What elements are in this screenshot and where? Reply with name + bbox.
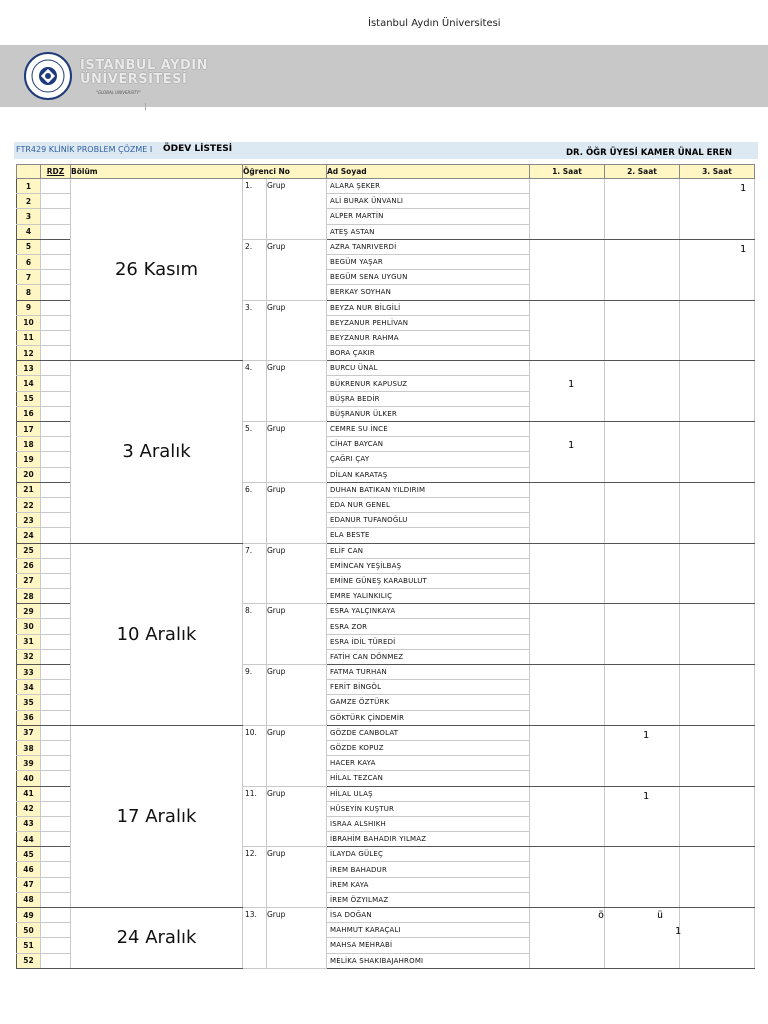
row-number: 16 [17, 406, 41, 421]
row-number: 38 [17, 740, 41, 755]
group-label: Grup [267, 422, 327, 483]
rdz-cell [41, 847, 71, 862]
row-number: 26 [17, 558, 41, 573]
table-row [17, 908, 755, 923]
group-label: Grup [267, 482, 327, 543]
row-number: 23 [17, 513, 41, 528]
hour-slot-s2 [605, 300, 680, 361]
rdz-cell [41, 497, 71, 512]
hour-slot-s2 [605, 908, 680, 969]
hour-slot-s1 [530, 847, 605, 908]
col-header-ad-soyad: Ad Soyad [327, 165, 530, 179]
hour-slot-s3 [680, 786, 755, 847]
hour-slot-s1 [530, 908, 605, 969]
rdz-cell [41, 619, 71, 634]
hour-slot-s1 [530, 543, 605, 604]
row-number: 13 [17, 361, 41, 376]
rdz-cell [41, 194, 71, 209]
rdz-cell [41, 923, 71, 938]
student-name: HÜSEYİN KUŞTUR [327, 801, 530, 816]
row-number: 28 [17, 589, 41, 604]
row-number: 5 [17, 239, 41, 254]
rdz-cell [41, 816, 71, 831]
student-name: İSA DOĞAN [327, 908, 530, 923]
student-name: BÜKRENUR KAPUSUZ [327, 376, 530, 391]
logo-line-2: ÜNİVERSİTESİ [80, 72, 188, 87]
university-seal-icon [24, 52, 72, 100]
row-number: 3 [17, 209, 41, 224]
row-number: 10 [17, 315, 41, 330]
rdz-cell [41, 254, 71, 269]
session-date: 3 Aralık [71, 361, 243, 543]
row-number: 32 [17, 649, 41, 664]
rdz-cell [41, 528, 71, 543]
attendance-mark: 1 [740, 243, 747, 255]
table-row [17, 725, 755, 740]
col-header-ogrenci-no: Öğrenci No [243, 165, 327, 179]
rdz-cell [41, 239, 71, 254]
group-number: 5. [243, 422, 267, 483]
rdz-cell [41, 649, 71, 664]
student-name: CİHAT BAYCAN [327, 437, 530, 452]
student-name: BERKAY SOYHAN [327, 285, 530, 300]
rdz-cell [41, 315, 71, 330]
rdz-cell [41, 376, 71, 391]
row-number: 6 [17, 254, 41, 269]
row-number: 39 [17, 756, 41, 771]
hour-slot-s1 [530, 604, 605, 665]
row-number: 17 [17, 422, 41, 437]
hour-slot-s1 [530, 179, 605, 240]
rdz-cell [41, 665, 71, 680]
rdz-cell [41, 467, 71, 482]
row-number: 48 [17, 892, 41, 907]
hour-slot-s3 [680, 361, 755, 422]
hour-slot-s2 [605, 604, 680, 665]
student-name: EDA NUR GENEL [327, 497, 530, 512]
student-name: HACER KAYA [327, 756, 530, 771]
student-name: AZRA TANRIVERDİ [327, 239, 530, 254]
rdz-cell [41, 270, 71, 285]
row-number: 25 [17, 543, 41, 558]
rdz-cell [41, 771, 71, 786]
rdz-cell [41, 786, 71, 801]
rdz-cell [41, 892, 71, 907]
rdz-cell [41, 224, 71, 239]
student-name: ALİ BURAK ÜNVANLI [327, 194, 530, 209]
rdz-cell [41, 801, 71, 816]
hour-slot-s2 [605, 543, 680, 604]
assignment-table [16, 164, 755, 969]
hour-slot-s3 [680, 482, 755, 543]
hour-slot-s2 [605, 422, 680, 483]
row-number: 20 [17, 467, 41, 482]
student-name: BÜŞRANUR ÜLKER [327, 406, 530, 421]
col-header-saat-2: 2. Saat [605, 165, 680, 179]
group-label: Grup [267, 543, 327, 604]
rdz-cell [41, 391, 71, 406]
hour-slot-s1 [530, 665, 605, 726]
row-number: 9 [17, 300, 41, 315]
hour-slot-s3 [680, 604, 755, 665]
attendance-mark: 1 [675, 926, 682, 937]
student-name: EMİNE GÜNEŞ KARABULUT [327, 573, 530, 588]
student-name: DUHAN BATIKAN YILDIRIM [327, 482, 530, 497]
student-name: BÜŞRA BEDİR [327, 391, 530, 406]
group-label: Grup [267, 908, 327, 969]
attendance-mark: 1 [740, 183, 747, 194]
hour-slot-s1 [530, 786, 605, 847]
group-label: Grup [267, 604, 327, 665]
row-number: 44 [17, 832, 41, 847]
rdz-cell [41, 756, 71, 771]
student-name: DİLAN KARATAŞ [327, 467, 530, 482]
row-number: 22 [17, 497, 41, 512]
table-body [17, 179, 755, 969]
hour-slot-s1 [530, 300, 605, 361]
group-label: Grup [267, 179, 327, 240]
hour-slot-s1 [530, 239, 605, 300]
student-name: EMİNCAN YEŞİLBAŞ [327, 558, 530, 573]
university-logo-text [80, 59, 208, 87]
hour-slot-s3 [680, 543, 755, 604]
table-row [17, 179, 755, 194]
hour-slot-s3 [680, 908, 755, 969]
hour-slot-s2 [605, 725, 680, 786]
rdz-cell [41, 543, 71, 558]
student-name: BEGÜM YAŞAR [327, 254, 530, 269]
rdz-cell [41, 604, 71, 619]
rdz-cell [41, 558, 71, 573]
row-number: 30 [17, 619, 41, 634]
course-title: FTR429 KLİNİK PROBLEM ÇÖZME I [16, 145, 153, 154]
row-number: 14 [17, 376, 41, 391]
row-number: 45 [17, 847, 41, 862]
student-name: ESRA YALÇINKAYA [327, 604, 530, 619]
student-name: GAMZE ÖZTÜRK [327, 695, 530, 710]
rdz-cell [41, 513, 71, 528]
student-name: ELİF CAN [327, 543, 530, 558]
attendance-mark: ü [657, 910, 664, 921]
row-number: 52 [17, 953, 41, 968]
row-number: 21 [17, 482, 41, 497]
hour-slot-s3 [680, 665, 755, 726]
rdz-cell [41, 422, 71, 437]
student-name: ISRAA ALSHIKH [327, 816, 530, 831]
rdz-cell [41, 908, 71, 923]
row-number: 18 [17, 437, 41, 452]
session-date: 17 Aralık [71, 725, 243, 907]
student-name: HİLAL ULAŞ [327, 786, 530, 801]
row-number: 29 [17, 604, 41, 619]
student-name: BURCU ÜNAL [327, 361, 530, 376]
rdz-cell [41, 437, 71, 452]
student-name: MAHMUT KARAÇALI [327, 923, 530, 938]
hour-slot-s1 [530, 361, 605, 422]
rdz-cell [41, 877, 71, 892]
hour-slot-s3 [680, 847, 755, 908]
rdz-cell [41, 862, 71, 877]
student-name: ATEŞ ASTAN [327, 224, 530, 239]
row-number: 35 [17, 695, 41, 710]
session-date: 10 Aralık [71, 543, 243, 725]
hour-slot-s2 [605, 847, 680, 908]
student-name: İBRAHİM BAHADIR YILMAZ [327, 832, 530, 847]
hour-slot-s1 [530, 482, 605, 543]
student-name: ALPER MARTİN [327, 209, 530, 224]
col-header-no [17, 165, 41, 179]
row-number: 49 [17, 908, 41, 923]
row-number: 43 [17, 816, 41, 831]
row-number: 50 [17, 923, 41, 938]
student-name: ESRA ZOR [327, 619, 530, 634]
logo-line-1: İSTANBUL AYDIN [80, 58, 209, 73]
group-number: 9. [243, 665, 267, 726]
student-name: MAHSA MEHRABİ [327, 938, 530, 953]
group-number: 1. [243, 179, 267, 240]
hour-slot-s3 [680, 239, 755, 300]
group-label: Grup [267, 725, 327, 786]
group-number: 2. [243, 239, 267, 300]
hour-slot-s2 [605, 786, 680, 847]
row-number: 12 [17, 346, 41, 361]
group-label: Grup [267, 786, 327, 847]
hour-slot-s2 [605, 179, 680, 240]
student-name: GÖKTÜRK ÇİNDEMİR [327, 710, 530, 725]
rdz-cell [41, 725, 71, 740]
session-date: 24 Aralık [71, 908, 243, 969]
student-name: GÖZDE CANBOLAT [327, 725, 530, 740]
rdz-cell [41, 695, 71, 710]
rdz-cell [41, 938, 71, 953]
list-title: ÖDEV LİSTESİ [163, 144, 233, 154]
row-number: 2 [17, 194, 41, 209]
rdz-cell [41, 589, 71, 604]
attendance-mark: 1 [643, 729, 650, 741]
student-name: FATMA TURHAN [327, 665, 530, 680]
group-number: 8. [243, 604, 267, 665]
rdz-cell [41, 710, 71, 725]
row-number: 37 [17, 725, 41, 740]
student-name: BEYZA NUR BİLGİLİ [327, 300, 530, 315]
student-name: HİLAL TEZCAN [327, 771, 530, 786]
row-number: 40 [17, 771, 41, 786]
rdz-cell [41, 361, 71, 376]
divider [145, 103, 146, 110]
student-name: EDANUR TUFANOĞLU [327, 513, 530, 528]
row-number: 11 [17, 330, 41, 345]
group-label: Grup [267, 847, 327, 908]
rdz-cell [41, 832, 71, 847]
group-number: 10. [243, 725, 267, 786]
student-name: İREM KAYA [327, 877, 530, 892]
attendance-mark: 1 [643, 790, 650, 802]
rdz-cell [41, 452, 71, 467]
rdz-cell [41, 953, 71, 968]
hour-slot-s1 [530, 422, 605, 483]
rdz-cell [41, 740, 71, 755]
row-number: 42 [17, 801, 41, 816]
student-name: CEMRE SU İNCE [327, 422, 530, 437]
hour-slot-s2 [605, 665, 680, 726]
rdz-cell [41, 209, 71, 224]
student-name: İLAYDA GÜLEÇ [327, 847, 530, 862]
student-name: İREM ÖZYILMAZ [327, 892, 530, 907]
row-number: 15 [17, 391, 41, 406]
student-name: ALARA ŞEKER [327, 179, 530, 194]
rdz-cell [41, 573, 71, 588]
rdz-cell [41, 482, 71, 497]
col-header-saat-3: 3. Saat [680, 165, 755, 179]
group-number: 12. [243, 847, 267, 908]
col-header-bolum: Bölüm [71, 165, 243, 179]
row-number: 7 [17, 270, 41, 285]
hour-slot-s3 [680, 179, 755, 240]
group-label: Grup [267, 665, 327, 726]
row-number: 51 [17, 938, 41, 953]
row-number: 36 [17, 710, 41, 725]
row-number: 8 [17, 285, 41, 300]
student-name: BEYZANUR RAHMA [327, 330, 530, 345]
session-date: 26 Kasım [71, 179, 243, 361]
row-number: 33 [17, 665, 41, 680]
group-number: 6. [243, 482, 267, 543]
student-name: ÇAĞRI ÇAY [327, 452, 530, 467]
rdz-cell [41, 330, 71, 345]
col-header-saat-1: 1. Saat [530, 165, 605, 179]
hour-slot-s1 [530, 725, 605, 786]
group-number: 13. [243, 908, 267, 969]
logo-slogan: "GLOBAL UNIVERSITY" [96, 90, 141, 95]
group-number: 11. [243, 786, 267, 847]
group-number: 3. [243, 300, 267, 361]
group-label: Grup [267, 361, 327, 422]
student-name: BEYZANUR PEHLİVAN [327, 315, 530, 330]
student-name: ESRA İDİL TÜREDİ [327, 634, 530, 649]
row-number: 1 [17, 179, 41, 194]
row-number: 27 [17, 573, 41, 588]
hour-slot-s2 [605, 361, 680, 422]
hour-slot-s2 [605, 239, 680, 300]
row-number: 31 [17, 634, 41, 649]
student-name: BORA ÇAKIR [327, 346, 530, 361]
col-header-rdz: RDZ [41, 165, 71, 179]
rdz-cell [41, 406, 71, 421]
row-number: 47 [17, 877, 41, 892]
attendance-mark: ö [598, 910, 605, 921]
rdz-cell [41, 346, 71, 361]
attendance-mark: 1 [568, 379, 575, 391]
row-number: 34 [17, 680, 41, 695]
group-number: 7. [243, 543, 267, 604]
row-number: 41 [17, 786, 41, 801]
hour-slot-s3 [680, 725, 755, 786]
group-number: 4. [243, 361, 267, 422]
student-name: İREM BAHADUR [327, 862, 530, 877]
row-number: 46 [17, 862, 41, 877]
row-number: 19 [17, 452, 41, 467]
rdz-cell [41, 285, 71, 300]
student-name: EMRE YALINKILIÇ [327, 589, 530, 604]
rdz-cell [41, 634, 71, 649]
rdz-cell [41, 300, 71, 315]
student-name: BEGÜM SENA UYGUN [327, 270, 530, 285]
student-name: GÖZDE KOPUZ [327, 740, 530, 755]
row-number: 4 [17, 224, 41, 239]
attendance-mark: 1 [568, 440, 575, 451]
table-row [17, 543, 755, 558]
row-number: 24 [17, 528, 41, 543]
table-header-row [17, 165, 755, 179]
hour-slot-s3 [680, 300, 755, 361]
student-name: FATİH CAN DÖNMEZ [327, 649, 530, 664]
group-label: Grup [267, 300, 327, 361]
group-label: Grup [267, 239, 327, 300]
hour-slot-s3 [680, 422, 755, 483]
table-row [17, 361, 755, 376]
student-name: ELA BESTE [327, 528, 530, 543]
university-name-top: İstanbul Aydın Üniversitesi [368, 18, 501, 29]
instructor-name: DR. ÖĞR ÜYESİ KAMER ÜNAL EREN [566, 148, 732, 158]
hour-slot-s2 [605, 482, 680, 543]
student-name: MELİKA SHAKIBAJAHROMI [327, 953, 530, 968]
rdz-cell [41, 179, 71, 194]
student-name: FERİT BİNGÖL [327, 680, 530, 695]
rdz-cell [41, 680, 71, 695]
